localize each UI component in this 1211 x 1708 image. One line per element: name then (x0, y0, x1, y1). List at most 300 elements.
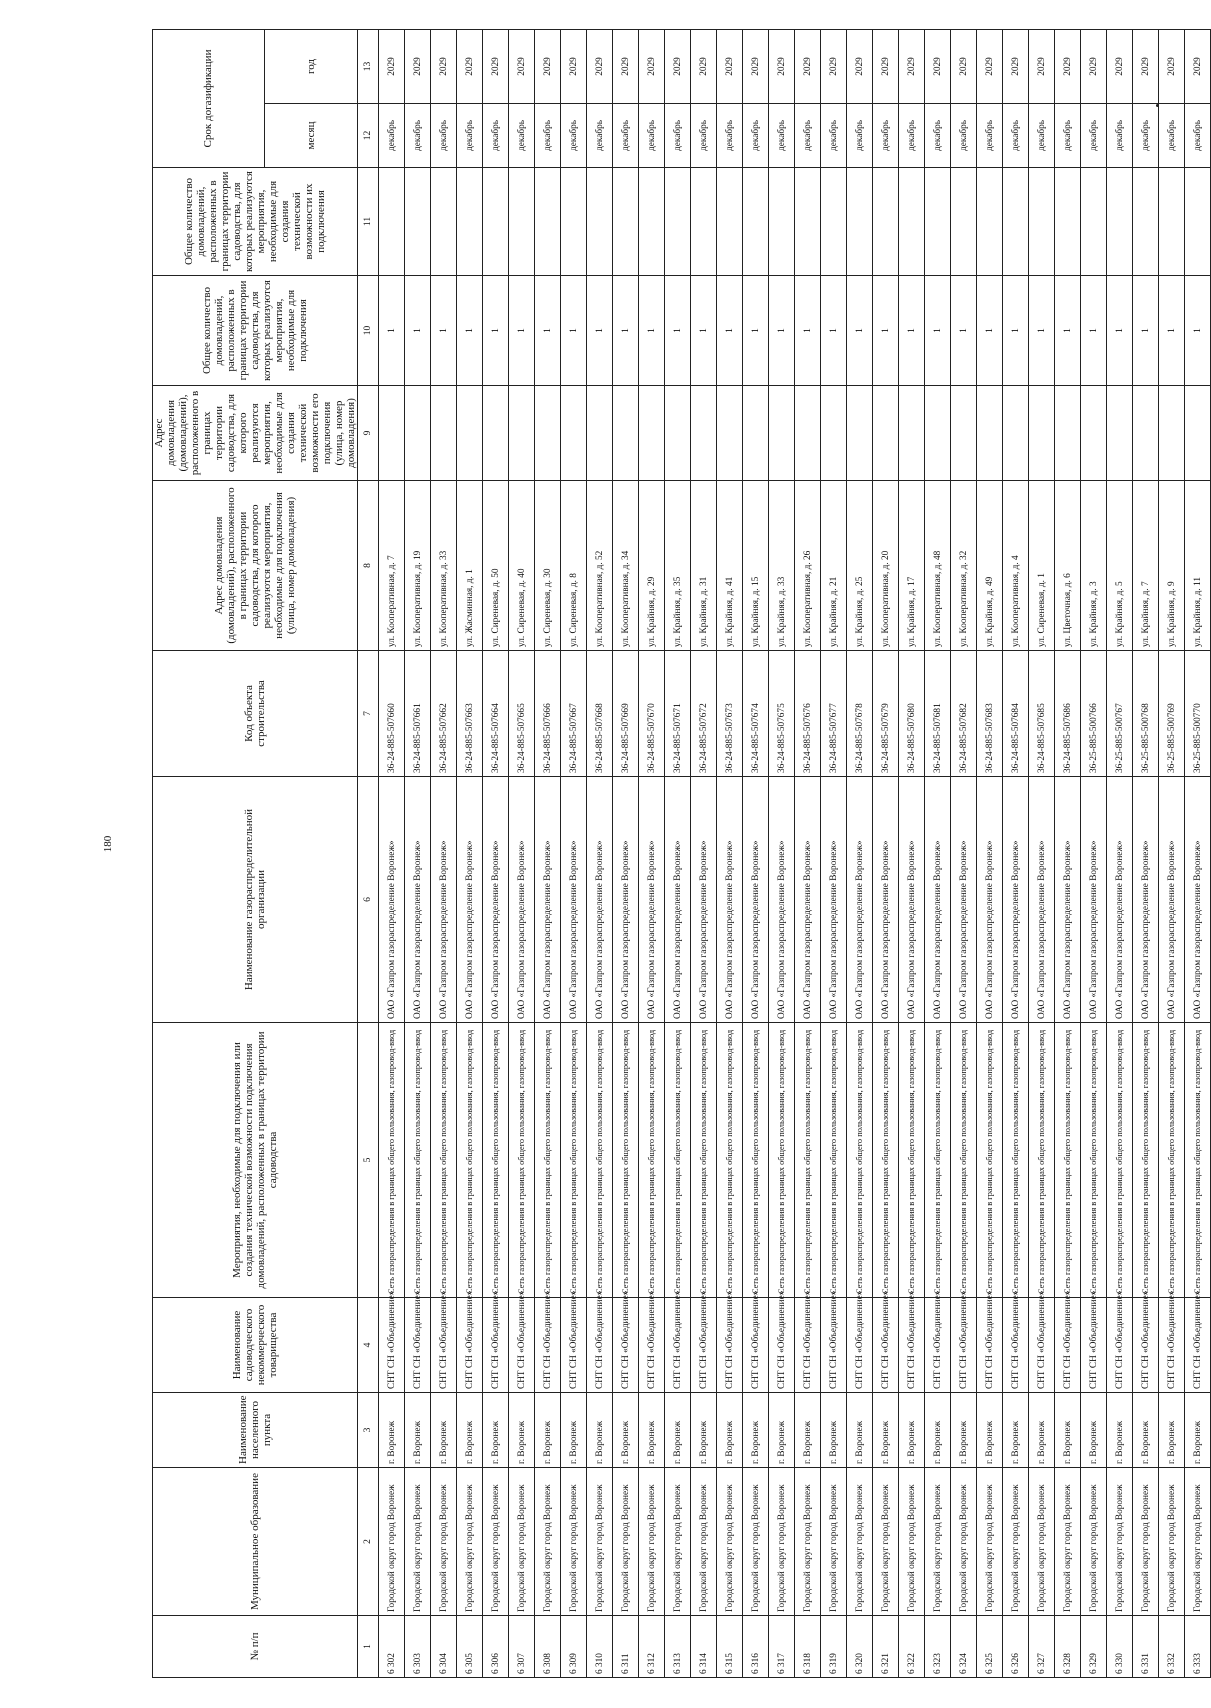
address-cell: ул. Кооперативная, д. 34 (613, 481, 639, 651)
settlement-cell: г. Воронеж (925, 1393, 951, 1468)
year-cell: 2029 (1029, 29, 1055, 103)
capability-address-cell (717, 386, 743, 481)
table-row (639, 29, 665, 1677)
header-month: месяц (264, 104, 357, 168)
org-cell: ОАО «Газпром газораспределение Воронеж» (925, 777, 951, 1023)
table-row (977, 29, 1003, 1677)
snt-cell: СНТ СН «Объединение» (847, 1298, 873, 1393)
org-cell: ОАО «Газпром газораспределение Воронеж» (1055, 777, 1081, 1023)
year-cell: 2029 (951, 29, 977, 103)
org-cell: ОАО «Газпром газораспределение Воронеж» (899, 777, 925, 1023)
year-cell: 2029 (613, 29, 639, 103)
measure-cell: Сеть газораспределения в границах общего пользования, газопровод-ввод (691, 1023, 717, 1298)
address-cell: ул. Крайняя, д. 21 (821, 481, 847, 651)
row-number: 6 303 (405, 1616, 431, 1678)
capability-address-cell (1029, 386, 1055, 481)
address-cell: ул. Крайняя, д. 31 (691, 481, 717, 651)
month-cell: декабрь (769, 104, 795, 168)
measure-cell: Сеть газораспределения в границах общего пользования, газопровод-ввод (639, 1023, 665, 1298)
settlement-cell: г. Воронеж (951, 1393, 977, 1468)
snt-cell: СНТ СН «Объединение» (1081, 1298, 1107, 1393)
capability-count-cell (431, 168, 457, 276)
measure-cell: Сеть газораспределения в границах общего пользования, газопровод-ввод (769, 1023, 795, 1298)
settlement-cell: г. Воронеж (717, 1393, 743, 1468)
year-cell: 2029 (561, 29, 587, 103)
measure-cell: Сеть газораспределения в границах общего пользования, газопровод-ввод (561, 1023, 587, 1298)
year-cell: 2029 (899, 29, 925, 103)
header-address-capability: Адрес домовладения (домовладений), расположенного в границах территории садоводства, для которого реализуются мероприятия, необходимые для создания технической возможности его подключения (улица, номер домовладения) (153, 386, 358, 481)
row-number: 6 323 (925, 1616, 951, 1678)
month-cell: декабрь (561, 104, 587, 168)
header-year: год (264, 29, 357, 103)
measure-cell: Сеть газораспределения в границах общего пользования, газопровод-ввод (899, 1023, 925, 1298)
count-cell: 1 (1029, 276, 1055, 386)
address-cell: ул. Крайняя, д. 35 (665, 481, 691, 651)
month-cell: декабрь (1029, 104, 1055, 168)
year-cell: 2029 (873, 29, 899, 103)
year-cell: 2029 (977, 29, 1003, 103)
municipality-cell: Городской округ город Воронеж (1029, 1468, 1055, 1616)
column-number: 3 (358, 1393, 379, 1468)
snt-cell: СНТ СН «Объединение» (769, 1298, 795, 1393)
row-number: 6 320 (847, 1616, 873, 1678)
row-number: 6 331 (1133, 1616, 1159, 1678)
row-number: 6 322 (899, 1616, 925, 1678)
snt-cell: СНТ СН «Объединение» (1133, 1298, 1159, 1393)
measure-cell: Сеть газораспределения в границах общего пользования, газопровод-ввод (1029, 1023, 1055, 1298)
snt-cell: СНТ СН «Объединение» (613, 1298, 639, 1393)
month-cell: декабрь (1133, 104, 1159, 168)
year-cell: 2029 (1133, 29, 1159, 103)
month-cell: декабрь (1081, 104, 1107, 168)
measure-cell: Сеть газораспределения в границах общего пользования, газопровод-ввод (405, 1023, 431, 1298)
code-cell: 36-24-885-507674 (743, 651, 769, 777)
org-cell: ОАО «Газпром газораспределение Воронеж» (379, 777, 405, 1023)
month-cell: декабрь (1055, 104, 1081, 168)
municipality-cell: Городской округ город Воронеж (1003, 1468, 1029, 1616)
measure-cell: Сеть газораспределения в границах общего пользования, газопровод-ввод (587, 1023, 613, 1298)
code-cell: 36-25-885-500766 (1081, 651, 1107, 777)
capability-address-cell (1003, 386, 1029, 481)
address-cell: ул. Крайняя, д. 33 (769, 481, 795, 651)
snt-cell: СНТ СН «Объединение» (717, 1298, 743, 1393)
snt-cell: СНТ СН «Объединение» (509, 1298, 535, 1393)
count-cell: 1 (691, 276, 717, 386)
address-cell: ул. Цветочная, д. 6 (1055, 481, 1081, 651)
snt-cell: СНТ СН «Объединение» (587, 1298, 613, 1393)
table-row (899, 29, 925, 1677)
address-cell: ул. Сиреневая, д. 8 (561, 481, 587, 651)
count-cell: 1 (1133, 276, 1159, 386)
row-number: 6 326 (1003, 1616, 1029, 1678)
table-row (587, 29, 613, 1677)
table-row (1107, 29, 1133, 1677)
address-cell: ул. Крайняя, д. 41 (717, 481, 743, 651)
settlement-cell: г. Воронеж (535, 1393, 561, 1468)
code-cell: 36-25-885-500769 (1159, 651, 1185, 777)
count-cell: 1 (847, 276, 873, 386)
capability-address-cell (795, 386, 821, 481)
settlement-cell: г. Воронеж (1107, 1393, 1133, 1468)
org-cell: ОАО «Газпром газораспределение Воронеж» (431, 777, 457, 1023)
header-address-connection: Адрес домовладения (домовладений), расположенного в границах территории садоводства, для которого реализуются мероприятия, необходимые для подключения (улица, номер домовладения) (153, 481, 358, 651)
year-cell: 2029 (1055, 29, 1081, 103)
municipality-cell: Городской округ город Воронеж (1185, 1468, 1211, 1616)
month-cell: декабрь (535, 104, 561, 168)
count-cell: 1 (717, 276, 743, 386)
year-cell: 2029 (847, 29, 873, 103)
address-cell: ул. Сиреневая, д. 50 (483, 481, 509, 651)
code-cell: 36-24-885-507662 (431, 651, 457, 777)
measure-cell: Сеть газораспределения в границах общего пользования, газопровод-ввод (483, 1023, 509, 1298)
org-cell: ОАО «Газпром газораспределение Воронеж» (717, 777, 743, 1023)
address-cell: ул. Кооперативная, д. 48 (925, 481, 951, 651)
code-cell: 36-24-885-507675 (769, 651, 795, 777)
measure-cell: Сеть газораспределения в границах общего пользования, газопровод-ввод (873, 1023, 899, 1298)
settlement-cell: г. Воронеж (899, 1393, 925, 1468)
count-cell: 1 (457, 276, 483, 386)
settlement-cell: г. Воронеж (613, 1393, 639, 1468)
code-cell: 36-24-885-507678 (847, 651, 873, 777)
municipality-cell: Городской округ город Воронеж (1133, 1468, 1159, 1616)
address-cell: ул. Сиреневая, д. 30 (535, 481, 561, 651)
column-number: 9 (358, 386, 379, 481)
municipality-cell: Городской округ город Воронеж (587, 1468, 613, 1616)
capability-address-cell (431, 386, 457, 481)
capability-count-cell (1055, 168, 1081, 276)
month-cell: декабрь (717, 104, 743, 168)
address-cell: ул. Крайняя, д. 5 (1107, 481, 1133, 651)
count-cell: 1 (587, 276, 613, 386)
capability-count-cell (925, 168, 951, 276)
count-cell: 1 (1159, 276, 1185, 386)
org-cell: ОАО «Газпром газораспределение Воронеж» (1185, 777, 1211, 1023)
row-number: 6 306 (483, 1616, 509, 1678)
row-number: 6 328 (1055, 1616, 1081, 1678)
capability-address-cell (379, 386, 405, 481)
count-cell: 1 (431, 276, 457, 386)
settlement-cell: г. Воронеж (769, 1393, 795, 1468)
measure-cell: Сеть газораспределения в границах общего пользования, газопровод-ввод (847, 1023, 873, 1298)
capability-count-cell (691, 168, 717, 276)
org-cell: ОАО «Газпром газораспределение Воронеж» (665, 777, 691, 1023)
code-cell: 36-24-885-507684 (1003, 651, 1029, 777)
code-cell: 36-24-885-507681 (925, 651, 951, 777)
org-cell: ОАО «Газпром газораспределение Воронеж» (639, 777, 665, 1023)
count-cell: 1 (873, 276, 899, 386)
municipality-cell: Городской округ город Воронеж (743, 1468, 769, 1616)
code-cell: 36-24-885-507686 (1055, 651, 1081, 777)
code-cell: 36-24-885-507680 (899, 651, 925, 777)
count-cell: 1 (1107, 276, 1133, 386)
capability-count-cell (509, 168, 535, 276)
org-cell: ОАО «Газпром газораспределение Воронеж» (977, 777, 1003, 1023)
settlement-cell: г. Воронеж (1159, 1393, 1185, 1468)
table-row (821, 29, 847, 1677)
table-row (483, 29, 509, 1677)
count-cell: 1 (665, 276, 691, 386)
capability-count-cell (613, 168, 639, 276)
capability-address-cell (925, 386, 951, 481)
row-number: 6 316 (743, 1616, 769, 1678)
count-cell: 1 (1003, 276, 1029, 386)
address-cell: ул. Крайняя, д. 15 (743, 481, 769, 651)
code-cell: 36-25-885-500770 (1185, 651, 1211, 777)
table-row (431, 29, 457, 1677)
count-cell: 1 (769, 276, 795, 386)
row-number: 6 318 (795, 1616, 821, 1678)
count-cell: 1 (535, 276, 561, 386)
capability-count-cell (821, 168, 847, 276)
org-cell: ОАО «Газпром газораспределение Воронеж» (873, 777, 899, 1023)
org-cell: ОАО «Газпром газораспределение Воронеж» (483, 777, 509, 1023)
count-cell: 1 (821, 276, 847, 386)
address-cell: ул. Кооперативная, д. 33 (431, 481, 457, 651)
year-cell: 2029 (483, 29, 509, 103)
snt-cell: СНТ СН «Объединение» (821, 1298, 847, 1393)
measure-cell: Сеть газораспределения в границах общего пользования, газопровод-ввод (1003, 1023, 1029, 1298)
capability-count-cell (977, 168, 1003, 276)
capability-count-cell (717, 168, 743, 276)
measure-cell: Сеть газораспределения в границах общего пользования, газопровод-ввод (1159, 1023, 1185, 1298)
snt-cell: СНТ СН «Объединение» (405, 1298, 431, 1393)
year-cell: 2029 (509, 29, 535, 103)
row-number: 6 314 (691, 1616, 717, 1678)
address-cell: ул. Кооперативная, д. 19 (405, 481, 431, 651)
municipality-cell: Городской округ город Воронеж (561, 1468, 587, 1616)
column-number: 6 (358, 777, 379, 1023)
snt-cell: СНТ СН «Объединение» (899, 1298, 925, 1393)
table-row (1029, 29, 1055, 1677)
settlement-cell: г. Воронеж (847, 1393, 873, 1468)
municipality-cell: Городской округ город Воронеж (951, 1468, 977, 1616)
row-number: 6 327 (1029, 1616, 1055, 1678)
code-cell: 36-24-885-507667 (561, 651, 587, 777)
address-cell: ул. Крайняя, д. 3 (1081, 481, 1107, 651)
row-number: 6 333 (1185, 1616, 1211, 1678)
capability-address-cell (405, 386, 431, 481)
snt-cell: СНТ СН «Объединение» (743, 1298, 769, 1393)
table-row (795, 29, 821, 1677)
snt-cell: СНТ СН «Объединение» (691, 1298, 717, 1393)
settlement-cell: г. Воронеж (743, 1393, 769, 1468)
capability-address-cell (977, 386, 1003, 481)
org-cell: ОАО «Газпром газораспределение Воронеж» (613, 777, 639, 1023)
settlement-cell: г. Воронеж (457, 1393, 483, 1468)
municipality-cell: Городской округ город Воронеж (717, 1468, 743, 1616)
measure-cell: Сеть газораспределения в границах общего пользования, газопровод-ввод (1081, 1023, 1107, 1298)
municipality-cell: Городской округ город Воронеж (925, 1468, 951, 1616)
org-cell: ОАО «Газпром газораспределение Воронеж» (743, 777, 769, 1023)
address-cell: ул. Крайняя, д. 17 (899, 481, 925, 651)
row-number: 6 302 (379, 1616, 405, 1678)
row-number: 6 330 (1107, 1616, 1133, 1678)
year-cell: 2029 (405, 29, 431, 103)
address-cell: ул. Крайняя, д. 7 (1133, 481, 1159, 651)
settlement-cell: г. Воронеж (1185, 1393, 1211, 1468)
code-cell: 36-24-885-507661 (405, 651, 431, 777)
address-cell: ул. Сиреневая, д. 1 (1029, 481, 1055, 651)
capability-count-cell (457, 168, 483, 276)
year-cell: 2029 (1107, 29, 1133, 103)
code-cell: 36-24-885-507683 (977, 651, 1003, 777)
capability-address-cell (639, 386, 665, 481)
measure-cell: Сеть газораспределения в границах общего пользования, газопровод-ввод (795, 1023, 821, 1298)
org-cell: ОАО «Газпром газораспределение Воронеж» (457, 777, 483, 1023)
count-cell: 1 (509, 276, 535, 386)
municipality-cell: Городской округ город Воронеж (795, 1468, 821, 1616)
count-cell: 1 (1055, 276, 1081, 386)
measure-cell: Сеть газораспределения в границах общего пользования, газопровод-ввод (1185, 1023, 1211, 1298)
snt-cell: СНТ СН «Объединение» (1055, 1298, 1081, 1393)
capability-count-cell (1107, 168, 1133, 276)
org-cell: ОАО «Газпром газораспределение Воронеж» (1159, 777, 1185, 1023)
snt-cell: СНТ СН «Объединение» (1003, 1298, 1029, 1393)
month-cell: декабрь (691, 104, 717, 168)
month-cell: декабрь (587, 104, 613, 168)
snt-cell: СНТ СН «Объединение» (925, 1298, 951, 1393)
settlement-cell: г. Воронеж (1081, 1393, 1107, 1468)
code-cell: 36-24-885-507663 (457, 651, 483, 777)
table-row (1185, 29, 1211, 1677)
org-cell: ОАО «Газпром газораспределение Воронеж» (769, 777, 795, 1023)
month-cell: декабрь (483, 104, 509, 168)
org-cell: ОАО «Газпром газораспределение Воронеж» (587, 777, 613, 1023)
settlement-cell: г. Воронеж (691, 1393, 717, 1468)
code-cell: 36-24-885-507676 (795, 651, 821, 777)
year-cell: 2029 (821, 29, 847, 103)
capability-address-cell (1055, 386, 1081, 481)
municipality-cell: Городской округ город Воронеж (873, 1468, 899, 1616)
row-number: 6 310 (587, 1616, 613, 1678)
capability-count-cell (405, 168, 431, 276)
settlement-cell: г. Воронеж (665, 1393, 691, 1468)
measure-cell: Сеть газораспределения в границах общего пользования, газопровод-ввод (925, 1023, 951, 1298)
count-cell: 1 (561, 276, 587, 386)
capability-address-cell (1159, 386, 1185, 481)
header-settlement: Наименование населенного пункта (153, 1393, 358, 1468)
capability-address-cell (691, 386, 717, 481)
snt-cell: СНТ СН «Объединение» (379, 1298, 405, 1393)
org-cell: ОАО «Газпром газораспределение Воронеж» (1003, 777, 1029, 1023)
table-row (847, 29, 873, 1677)
count-cell: 1 (379, 276, 405, 386)
address-cell: ул. Крайняя, д. 9 (1159, 481, 1185, 651)
settlement-cell: г. Воронеж (509, 1393, 535, 1468)
measure-cell: Сеть газораспределения в границах общего пользования, газопровод-ввод (1055, 1023, 1081, 1298)
code-cell: 36-24-885-507685 (1029, 651, 1055, 777)
row-number: 6 321 (873, 1616, 899, 1678)
table-row (925, 29, 951, 1677)
row-number: 6 332 (1159, 1616, 1185, 1678)
column-number: 2 (358, 1468, 379, 1616)
snt-cell: СНТ СН «Объединение» (561, 1298, 587, 1393)
address-cell: ул. Кооперативная, д. 4 (1003, 481, 1029, 651)
settlement-cell: г. Воронеж (379, 1393, 405, 1468)
table-row (613, 29, 639, 1677)
snt-cell: СНТ СН «Объединение» (795, 1298, 821, 1393)
page-number: 180 (102, 835, 114, 853)
capability-address-cell (1133, 386, 1159, 481)
org-cell: ОАО «Газпром газораспределение Воронеж» (561, 777, 587, 1023)
settlement-cell: г. Воронеж (821, 1393, 847, 1468)
table-row (509, 29, 535, 1677)
month-cell: декабрь (847, 104, 873, 168)
month-cell: декабрь (899, 104, 925, 168)
code-cell: 36-24-885-507668 (587, 651, 613, 777)
capability-count-cell (769, 168, 795, 276)
measure-cell: Сеть газораспределения в границах общего пользования, газопровод-ввод (1107, 1023, 1133, 1298)
org-cell: ОАО «Газпром газораспределение Воронеж» (1029, 777, 1055, 1023)
snt-cell: СНТ СН «Объединение» (977, 1298, 1003, 1393)
column-number: 8 (358, 481, 379, 651)
count-cell: 1 (1185, 276, 1211, 386)
table-row (405, 29, 431, 1677)
row-number: 6 319 (821, 1616, 847, 1678)
code-cell: 36-25-885-500767 (1107, 651, 1133, 777)
table-row (691, 29, 717, 1677)
capability-address-cell (899, 386, 925, 481)
year-cell: 2029 (431, 29, 457, 103)
capability-count-cell (587, 168, 613, 276)
municipality-cell: Городской округ город Воронеж (639, 1468, 665, 1616)
capability-address-cell (1107, 386, 1133, 481)
capability-count-cell (951, 168, 977, 276)
municipality-cell: Городской округ город Воронеж (665, 1468, 691, 1616)
column-number: 13 (358, 29, 379, 103)
header-snt: Наименование садоводческого некоммерческого товарищества (153, 1298, 358, 1393)
settlement-cell: г. Воронеж (873, 1393, 899, 1468)
row-number: 6 308 (535, 1616, 561, 1678)
year-cell: 2029 (639, 29, 665, 103)
code-cell: 36-24-885-507671 (665, 651, 691, 777)
header-org: Наименование газораспределительной организации (153, 777, 358, 1023)
month-cell: декабрь (1159, 104, 1185, 168)
capability-count-cell (847, 168, 873, 276)
count-cell: 1 (795, 276, 821, 386)
settlement-cell: г. Воронеж (795, 1393, 821, 1468)
municipality-cell: Городской округ город Воронеж (1055, 1468, 1081, 1616)
municipality-cell: Городской округ город Воронеж (1159, 1468, 1185, 1616)
header-count-connection: Общее количество домовладений, расположенных в границах территории садоводства, для которых реализуются мероприятия, необходимые для подключения (153, 276, 358, 386)
month-cell: декабрь (873, 104, 899, 168)
settlement-cell: г. Воронеж (587, 1393, 613, 1468)
org-cell: ОАО «Газпром газораспределение Воронеж» (509, 777, 535, 1023)
count-cell: 1 (925, 276, 951, 386)
capability-count-cell (483, 168, 509, 276)
month-cell: декабрь (457, 104, 483, 168)
capability-address-cell (561, 386, 587, 481)
month-cell: декабрь (795, 104, 821, 168)
capability-address-cell (1185, 386, 1211, 481)
address-cell: ул. Кооперативная, д. 7 (379, 481, 405, 651)
year-cell: 2029 (795, 29, 821, 103)
column-number-row (358, 29, 379, 1677)
year-cell: 2029 (587, 29, 613, 103)
header-deadline: Срок догазификации (153, 29, 265, 167)
municipality-cell: Городской округ город Воронеж (821, 1468, 847, 1616)
settlement-cell: г. Воронеж (1003, 1393, 1029, 1468)
header-code: Код объекта строительства (153, 651, 358, 777)
org-cell: ОАО «Газпром газораспределение Воронеж» (821, 777, 847, 1023)
settlement-cell: г. Воронеж (561, 1393, 587, 1468)
table-row (873, 29, 899, 1677)
address-cell: ул. Кооперативная, д. 20 (873, 481, 899, 651)
settlement-cell: г. Воронеж (405, 1393, 431, 1468)
org-cell: ОАО «Газпром газораспределение Воронеж» (1107, 777, 1133, 1023)
municipality-cell: Городской округ город Воронеж (509, 1468, 535, 1616)
count-cell: 1 (613, 276, 639, 386)
